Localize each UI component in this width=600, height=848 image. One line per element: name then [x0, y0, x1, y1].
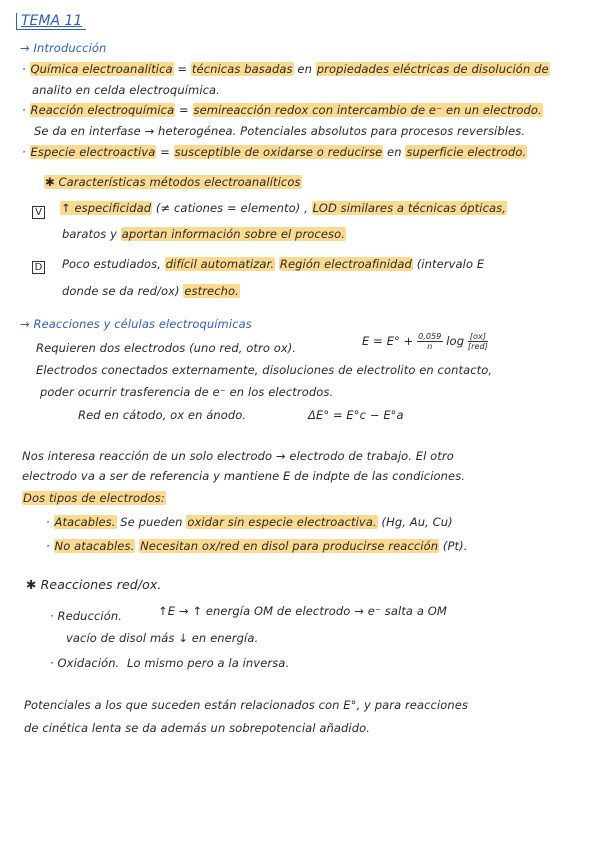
- caract-desventajas-line2: donde se da red/ox) estrecho.: [62, 284, 239, 298]
- trabajo-line2: electrodo va a ser de referencia y mantiene E de indpte de las condiciones.: [22, 469, 466, 483]
- electrodo-no-atacables: · No atacables. Necesitan ox/red en disol para producirse reacción (Pt).: [46, 539, 468, 553]
- oxidacion-line: · Oxidación. Lo mismo pero a la inversa.: [50, 656, 290, 670]
- disadvantages-box: D: [32, 261, 45, 274]
- intro-reaccion-line1: · Reacción electroquímica = semireacción redox con intercambio de e⁻ en un electrodo.: [22, 103, 542, 117]
- reacciones-line2: Electrodos conectados externamente, disoluciones de electrolito en contacto,: [36, 363, 493, 377]
- electrodo-atacables: · Atacables. Se pueden oxidar sin especie electroactiva. (Hg, Au, Cu): [46, 515, 453, 529]
- reacciones-heading: → Reacciones y células electroquímicas: [20, 317, 252, 331]
- delta-e-formula: ΔE° = E°c − E°a: [308, 408, 404, 422]
- intro-quimica-line1: · Química electroanalítica = técnicas basadas en propiedades eléctricas de disolución de: [22, 62, 549, 76]
- intro-reaccion-line2: Se da en interfase → heterogénea. Potenciales absolutos para procesos reversibles.: [34, 124, 526, 138]
- redox-heading: ✱ Reacciones red/ox.: [26, 577, 162, 592]
- reacciones-line1: Requieren dos electrodos (uno red, otro ox).: [36, 341, 297, 355]
- reacciones-line4: Red en cátodo, ox en ánodo.: [78, 408, 247, 422]
- reacciones-line3: poder ocurrir trasferencia de e⁻ en los electrodos.: [40, 385, 334, 399]
- nernst-log-fraction: $\frac{[ox]}{\text{[red]}}$: [467, 332, 488, 351]
- final-line1: Potenciales a los que suceden están relacionados con E°, y para reacciones: [24, 698, 469, 712]
- caract-desventajas-line1: Poco estudiados, difícil automatizar. Región electroafinidad (intervalo E: [62, 257, 485, 271]
- nernst-equation: E = E° + $\frac{0,059}{n}$ log $\frac{[ox]}{\text{[red]}}$: [362, 332, 488, 351]
- intro-especie-line: · Especie electroactiva = susceptible de oxidarse o reducirse en superficie electrodo.: [22, 145, 527, 159]
- caract-heading: ✱ Características métodos electroanalíticos: [45, 175, 301, 189]
- reduccion-desc-line1: ↑E → ↑ energía OM de electrodo → e⁻ salta a OM: [158, 604, 447, 618]
- trabajo-line1: Nos interesa reacción de un solo electrodo → electrodo de trabajo. El otro: [22, 449, 454, 463]
- nernst-coef-fraction: $\frac{0,059}{n}$: [418, 332, 442, 351]
- reduccion-desc-line2: vacío de disol más ↓ en energía.: [66, 631, 259, 645]
- caract-ventajas-line2: baratos y aportan información sobre el proceso.: [62, 227, 345, 241]
- intro-heading: → Introducción: [20, 41, 107, 55]
- advantages-box: V: [32, 206, 45, 219]
- reduccion-label: · Reducción.: [50, 609, 122, 623]
- final-line2: de cinética lenta se da además un sobrepotencial añadido.: [24, 721, 371, 735]
- caract-ventajas-line1: ↑ especificidad (≠ cationes = elemento) , LOD similares a técnicas ópticas,: [61, 201, 506, 215]
- trabajo-line3: Dos tipos de electrodos:: [23, 491, 165, 505]
- page-title: TEMA 11: [16, 13, 86, 30]
- intro-quimica-line2: analito en celda electroquímica.: [32, 83, 220, 97]
